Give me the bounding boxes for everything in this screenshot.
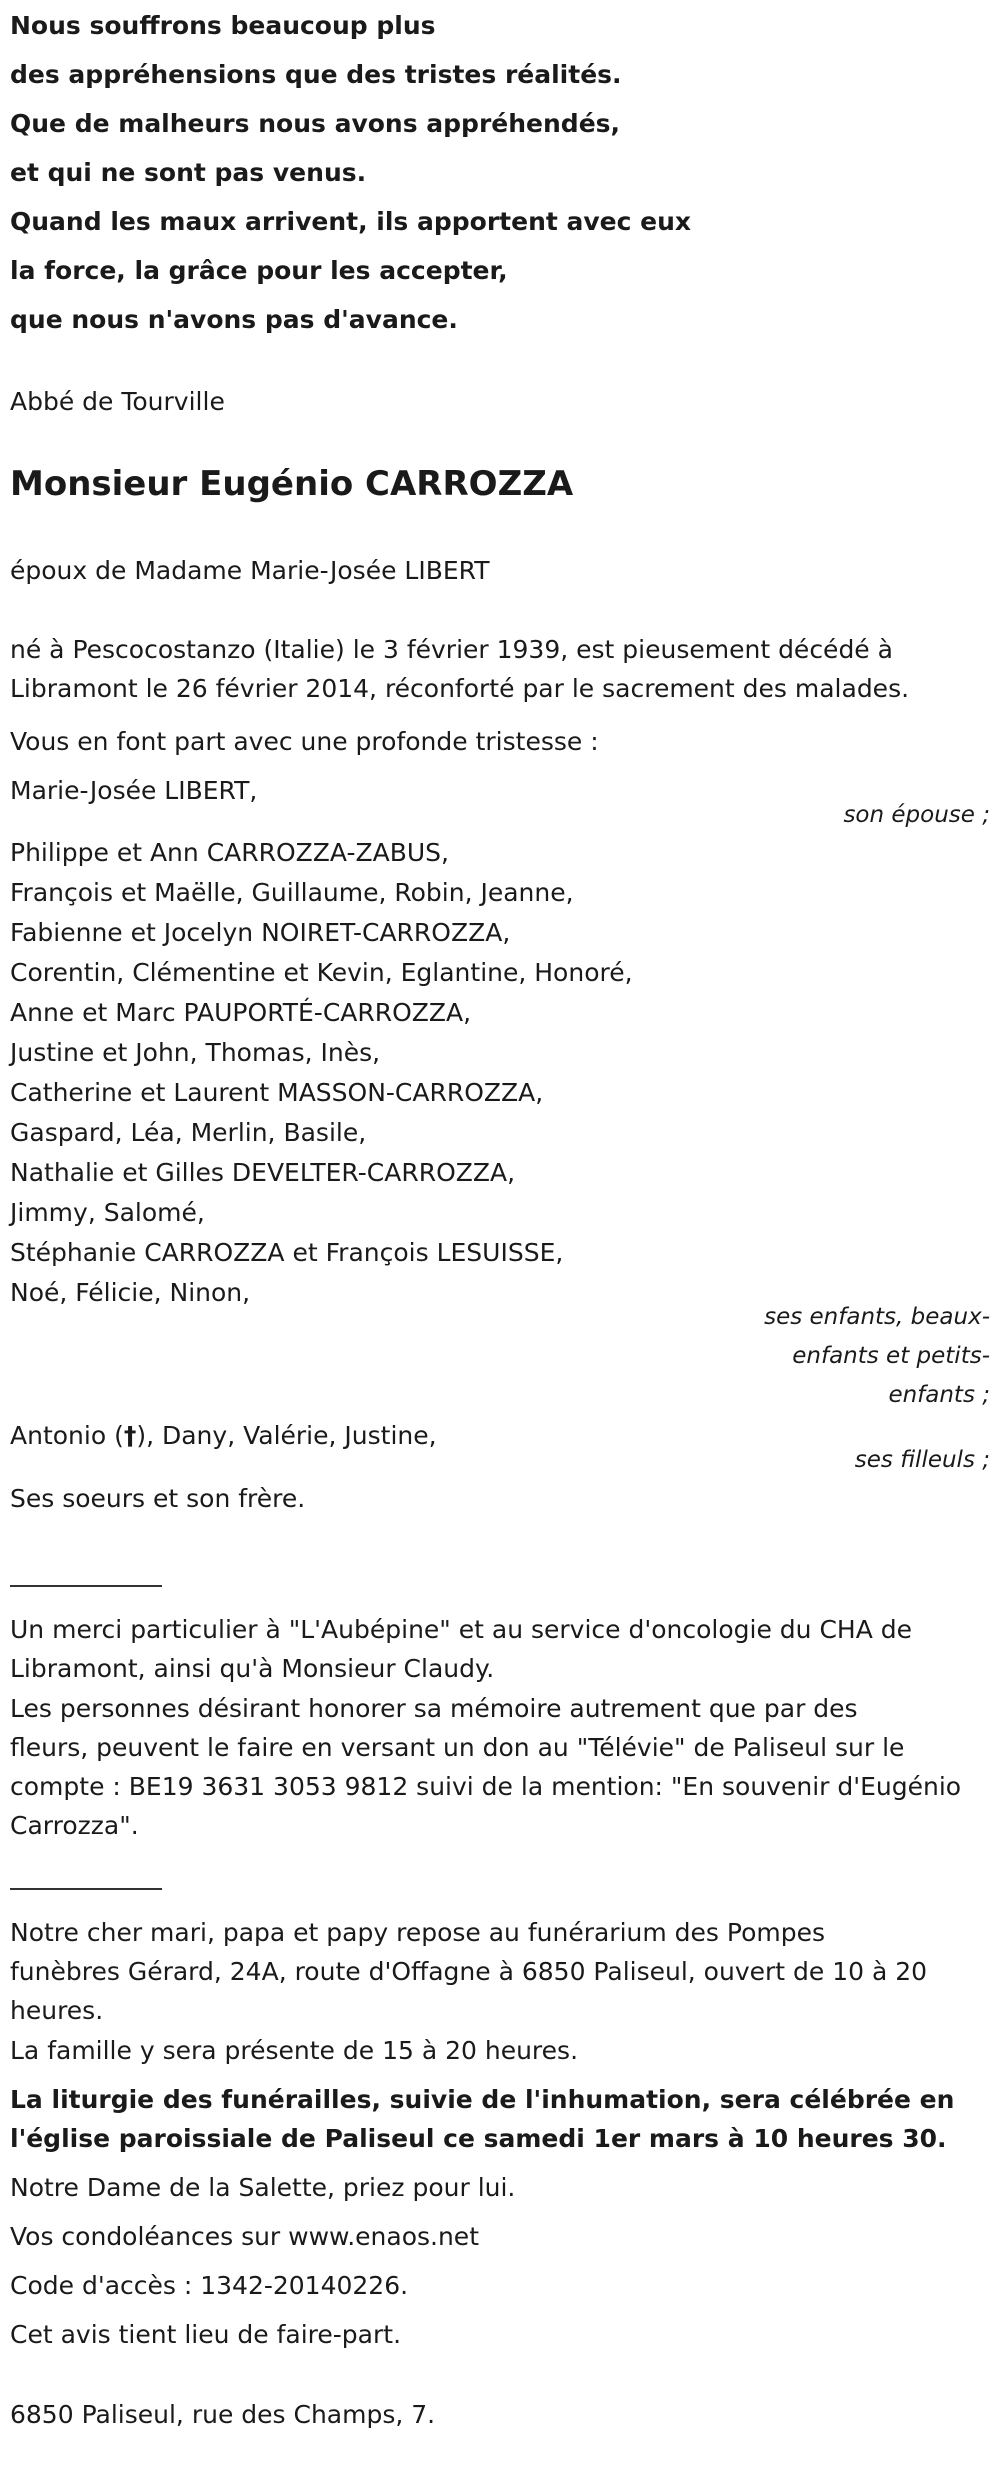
children-role-line: enfants ; (888, 1382, 990, 1408)
condolences: Vos condoléances sur www.enaos.net (10, 2222, 479, 2251)
list-item: Justine et John, Thomas, Inès, (10, 1038, 381, 1067)
funeral-home-line: Notre cher mari, papa et papy repose au funérarium des Pompes (10, 1918, 826, 1947)
list-item: Corentin, Clémentine et Kevin, Eglantine, Honoré, (10, 958, 633, 987)
poem-line: Nous souffrons beaucoup plus (10, 11, 436, 40)
list-item: Catherine et Laurent MASSON-CARROZZA, (10, 1078, 544, 1107)
birth-death-line: né à Pescocostanzo (Italie) le 3 février 1939, est pieusement décédé à (10, 635, 893, 664)
poem-line: Quand les maux arrivent, ils apportent avec eux (10, 207, 692, 236)
funeral-home-line: heures. (10, 1996, 104, 2025)
poem-line: la force, la grâce pour les accepter, (10, 256, 508, 285)
list-item: Anne et Marc PAUPORTÉ-CARROZZA, (10, 998, 472, 1027)
poem-author: Abbé de Tourville (10, 387, 225, 416)
funeral-home-line: funèbres Gérard, 24A, route d'Offagne à 6850 Paliseul, ouvert de 10 à 20 (10, 1957, 928, 1986)
liturgy-line: l'église paroissiale de Paliseul ce samedi 1er mars à 10 heures 30. (10, 2124, 947, 2153)
godchildren-before: Antonio ( (10, 1421, 124, 1450)
spouse-line: époux de Madame Marie-Josée LIBERT (10, 556, 490, 585)
poem-line: et qui ne sont pas venus. (10, 158, 367, 187)
announce-line: Vous en font part avec une profonde tristesse : (10, 727, 599, 756)
funeral-home (10, 1913, 927, 2030)
godchildren-role: ses filleuls ; (854, 1447, 990, 1473)
poem-line: Que de malheurs nous avons appréhendés, (10, 109, 621, 138)
spouse-role: son épouse ; (843, 802, 990, 828)
list-item: François et Maëlle, Guillaume, Robin, Jeanne, (10, 878, 574, 907)
cross-icon: † (123, 1421, 137, 1450)
access-code: Code d'accès : 1342-20140226. (10, 2271, 409, 2300)
birth-death-line: Libramont le 26 février 2014, réconforté par le sacrement des malades. (10, 674, 910, 703)
separator (10, 1585, 162, 1587)
list-item: Stéphanie CARROZZA et François LESUISSE, (10, 1238, 564, 1267)
liturgy (10, 2080, 954, 2158)
list-item: Nathalie et Gilles DEVELTER-CARROZZA, (10, 1158, 516, 1187)
children-role-line: enfants et petits- (792, 1343, 990, 1369)
poem-line: des appréhensions que des tristes réalités. (10, 60, 622, 89)
address: 6850 Paliseul, rue des Champs, 7. (10, 2400, 436, 2429)
separator (10, 1888, 162, 1890)
donation-line: Les personnes désirant honorer sa mémoire autrement que par des (10, 1694, 858, 1723)
donation-line: Carrozza". (10, 1811, 139, 1840)
children-list (10, 833, 633, 1313)
children-role (764, 1298, 990, 1415)
poem (10, 1, 691, 344)
donation-line: compte : BE19 3631 3053 9812 suivi de la mention: "En souvenir d'Eugénio (10, 1772, 962, 1801)
family-presence: La famille y sera présente de 15 à 20 heures. (10, 2036, 579, 2065)
birth-death (10, 630, 909, 708)
notice: Cet avis tient lieu de faire-part. (10, 2320, 402, 2349)
list-item: Jimmy, Salomé, (10, 1198, 205, 1227)
list-item: Gaspard, Léa, Merlin, Basile, (10, 1118, 367, 1147)
siblings: Ses soeurs et son frère. (10, 1484, 306, 1513)
children-role-line: ses enfants, beaux- (764, 1304, 990, 1330)
thanks-line: Un merci particulier à "L'Aubépine" et au service d'oncologie du CHA de (10, 1615, 913, 1644)
donation-line: fleurs, peuvent le faire en versant un don au "Télévie" de Paliseul sur le (10, 1733, 905, 1762)
thanks (10, 1610, 912, 1688)
godchildren-after: ), Dany, Valérie, Justine, (136, 1421, 437, 1450)
spouse-name: Marie-Josée LIBERT, (10, 776, 258, 805)
thanks-line: Libramont, ainsi qu'à Monsieur Claudy. (10, 1654, 495, 1683)
liturgy-line: La liturgie des funérailles, suivie de l'inhumation, sera célébrée en (10, 2085, 955, 2114)
deceased-name: Monsieur Eugénio CARROZZA (10, 464, 574, 504)
poem-line: que nous n'avons pas d'avance. (10, 305, 458, 334)
prayer: Notre Dame de la Salette, priez pour lui. (10, 2173, 516, 2202)
godchildren (10, 1416, 437, 1455)
list-item: Fabienne et Jocelyn NOIRET-CARROZZA, (10, 918, 511, 947)
list-item: Philippe et Ann CARROZZA-ZABUS, (10, 838, 449, 867)
donation (10, 1689, 961, 1845)
list-item: Noé, Félicie, Ninon, (10, 1278, 251, 1307)
